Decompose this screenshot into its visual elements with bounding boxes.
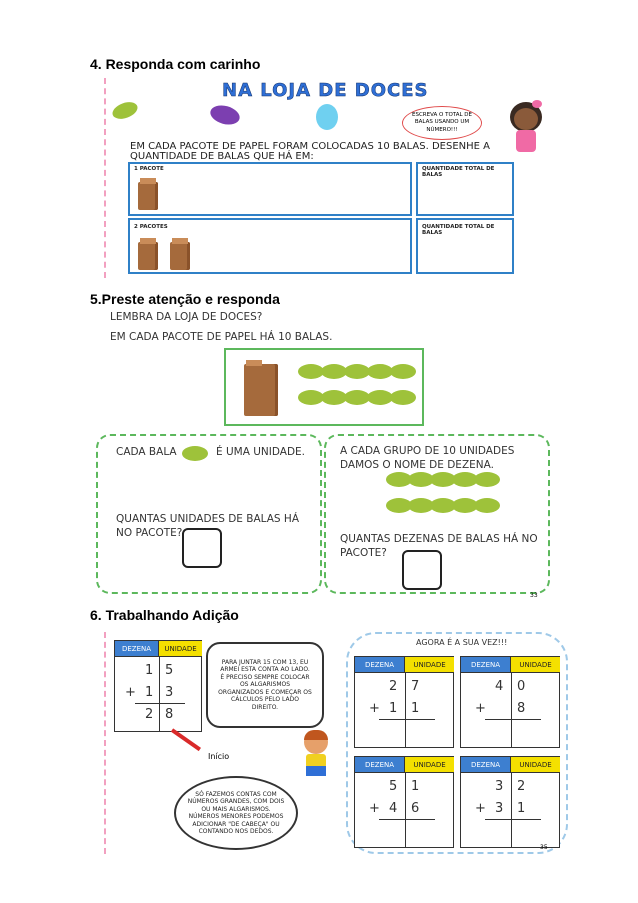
candy-icon bbox=[390, 390, 416, 405]
section-5-heading: 5.Preste atenção e responda bbox=[90, 291, 280, 307]
dezena-header: DEZENA bbox=[355, 757, 405, 773]
dezena-header: DEZENA bbox=[115, 641, 159, 657]
digit: 3 bbox=[165, 685, 174, 700]
unit-question: QUANTAS UNIDADES DE BALAS HÁ NO PACOTE? bbox=[116, 513, 300, 540]
sum-line bbox=[379, 819, 435, 820]
digit: 1 bbox=[411, 701, 420, 716]
digit: 5 bbox=[165, 663, 174, 678]
page-number: 33 bbox=[530, 592, 538, 599]
exercise-place-value-table bbox=[354, 656, 454, 748]
digit: 2 bbox=[145, 707, 154, 722]
paper-bag-icon bbox=[244, 364, 278, 416]
digit: 4 bbox=[495, 679, 504, 694]
digit: 1 bbox=[145, 685, 154, 700]
sum-line bbox=[135, 703, 185, 704]
unidade-header: UNIDADE bbox=[405, 757, 454, 773]
bag-and-candies-frame bbox=[224, 348, 424, 426]
candy-icon bbox=[110, 99, 140, 122]
instruction-line-1: EM CADA PACOTE DE PAPEL FORAM COLOCADAS 10 BALAS. DESENHE A bbox=[130, 141, 490, 152]
unit-text-a: CADA BALA bbox=[116, 446, 177, 458]
row1-label: 1 PACOTE bbox=[134, 166, 164, 172]
candy-icon bbox=[316, 104, 338, 130]
your-turn-panel bbox=[346, 632, 568, 854]
unidade-header: UNIDADE bbox=[511, 657, 560, 673]
speech-bubble: ESCREVA O TOTAL DE BALAS USANDO UM NÚMERO!!! bbox=[402, 106, 482, 140]
left-dashed-edge bbox=[104, 632, 109, 854]
tip-bubble: SÓ FAZEMOS CONTAS COM NÚMEROS GRANDES, COM DOIS OU MAIS ALGARISMOS. NÚMEROS MENORES PODEMOS ADICIONAR "DE CABEÇA" OU CONTANDO NOS DEDOS. bbox=[174, 776, 298, 850]
section-5-line-1: LEMBRA DA LOJA DE DOCES? bbox=[110, 311, 263, 323]
your-turn-title: AGORA É A SUA VEZ!!! bbox=[416, 638, 508, 647]
exercise-place-value-table bbox=[460, 756, 560, 848]
candy-icon bbox=[182, 446, 208, 461]
plus-sign: + bbox=[369, 801, 380, 816]
plus-sign: + bbox=[125, 685, 136, 700]
ten-answer-box[interactable] bbox=[402, 550, 442, 590]
candy-icon bbox=[208, 102, 242, 127]
digit: 7 bbox=[411, 679, 420, 694]
page-number: 35 bbox=[540, 844, 548, 851]
left-dashed-edge bbox=[104, 78, 109, 278]
row1-total-label: QUANTIDADE TOTAL DE BALAS bbox=[422, 166, 495, 178]
paper-bag-icon bbox=[170, 242, 190, 270]
section-5-line-2: EM CADA PACOTE DE PAPEL HÁ 10 BALAS. bbox=[110, 331, 333, 343]
ten-question: QUANTAS DEZENAS DE BALAS HÁ NO PACOTE? bbox=[340, 533, 538, 560]
plus-sign: + bbox=[475, 801, 486, 816]
banner-title: NA LOJA DE DOCES bbox=[222, 80, 429, 101]
unit-answer-box[interactable] bbox=[182, 528, 222, 568]
digit: 3 bbox=[495, 801, 504, 816]
worksheet-card-candy-shop bbox=[110, 78, 558, 278]
digit: 0 bbox=[517, 679, 526, 694]
unidade-header: UNIDADE bbox=[511, 757, 560, 773]
plus-sign: + bbox=[369, 701, 380, 716]
column-divider bbox=[511, 773, 512, 847]
column-divider bbox=[405, 773, 406, 847]
unit-panel bbox=[96, 434, 322, 594]
addition-example-area bbox=[110, 632, 570, 854]
column-divider bbox=[405, 673, 406, 747]
candy-grid bbox=[298, 364, 418, 416]
digit: 8 bbox=[517, 701, 526, 716]
candy-icon bbox=[474, 498, 500, 513]
exercise-place-value-table bbox=[460, 656, 560, 748]
unidade-header: UNIDADE bbox=[405, 657, 454, 673]
plus-sign: + bbox=[475, 701, 486, 716]
digit: 1 bbox=[411, 779, 420, 794]
digit: 2 bbox=[517, 779, 526, 794]
ten-panel bbox=[324, 434, 550, 599]
digit: 6 bbox=[411, 801, 420, 816]
digit: 1 bbox=[145, 663, 154, 678]
explanation-bubble: PARA JUNTAR 15 COM 13, EU ARMEI ESTA CONTA AO LADO. É PRECISO SEMPRE COLOCAR OS ALGARISMOS ORGANIZADOS E COMEÇAR OS CÁLCULOS PELO LADO DIREITO. bbox=[206, 642, 324, 728]
digit: 3 bbox=[495, 779, 504, 794]
digit: 4 bbox=[389, 801, 398, 816]
paper-bag-icon bbox=[138, 182, 158, 210]
candy-icon bbox=[474, 472, 500, 487]
exercise-grid bbox=[348, 634, 570, 856]
example-place-value-table bbox=[114, 640, 202, 732]
unidade-header: UNIDADE bbox=[159, 641, 202, 657]
dezena-header: DEZENA bbox=[355, 657, 405, 673]
row2-total-box[interactable] bbox=[416, 218, 514, 274]
digit: 1 bbox=[389, 701, 398, 716]
dezena-header: DEZENA bbox=[461, 657, 511, 673]
row2-total-label: QUANTIDADE TOTAL DE BALAS bbox=[422, 224, 495, 236]
sum-line bbox=[379, 719, 435, 720]
column-divider bbox=[511, 673, 512, 747]
sum-line bbox=[485, 719, 541, 720]
paper-bag-icon bbox=[138, 242, 158, 270]
digit: 1 bbox=[517, 801, 526, 816]
boy-illustration bbox=[296, 730, 336, 782]
digit: 8 bbox=[165, 707, 174, 722]
instruction-line-2: QUANTIDADE DE BALAS QUE HÁ EM: bbox=[130, 151, 314, 162]
row1-total-box[interactable] bbox=[416, 162, 514, 216]
sum-line bbox=[485, 819, 541, 820]
digit: 5 bbox=[389, 779, 398, 794]
digit: 2 bbox=[389, 679, 398, 694]
girl-illustration bbox=[502, 100, 548, 160]
row2-label: 2 PACOTES bbox=[134, 224, 168, 230]
inicio-label: Início bbox=[208, 752, 230, 761]
ten-text: A CADA GRUPO DE 10 UNIDADES DAMOS O NOME DE DEZENA. bbox=[340, 445, 515, 472]
row1-draw-box[interactable] bbox=[128, 162, 412, 216]
section-4-heading: 4. Responda com carinho bbox=[90, 56, 261, 72]
exercise-place-value-table bbox=[354, 756, 454, 848]
dezena-header: DEZENA bbox=[461, 757, 511, 773]
candy-icon bbox=[390, 364, 416, 379]
candy-grid bbox=[386, 472, 496, 524]
unit-text-b: É UMA UNIDADE. bbox=[216, 446, 306, 458]
row2-draw-box[interactable] bbox=[128, 218, 412, 274]
section-6-heading: 6. Trabalhando Adição bbox=[90, 607, 239, 623]
